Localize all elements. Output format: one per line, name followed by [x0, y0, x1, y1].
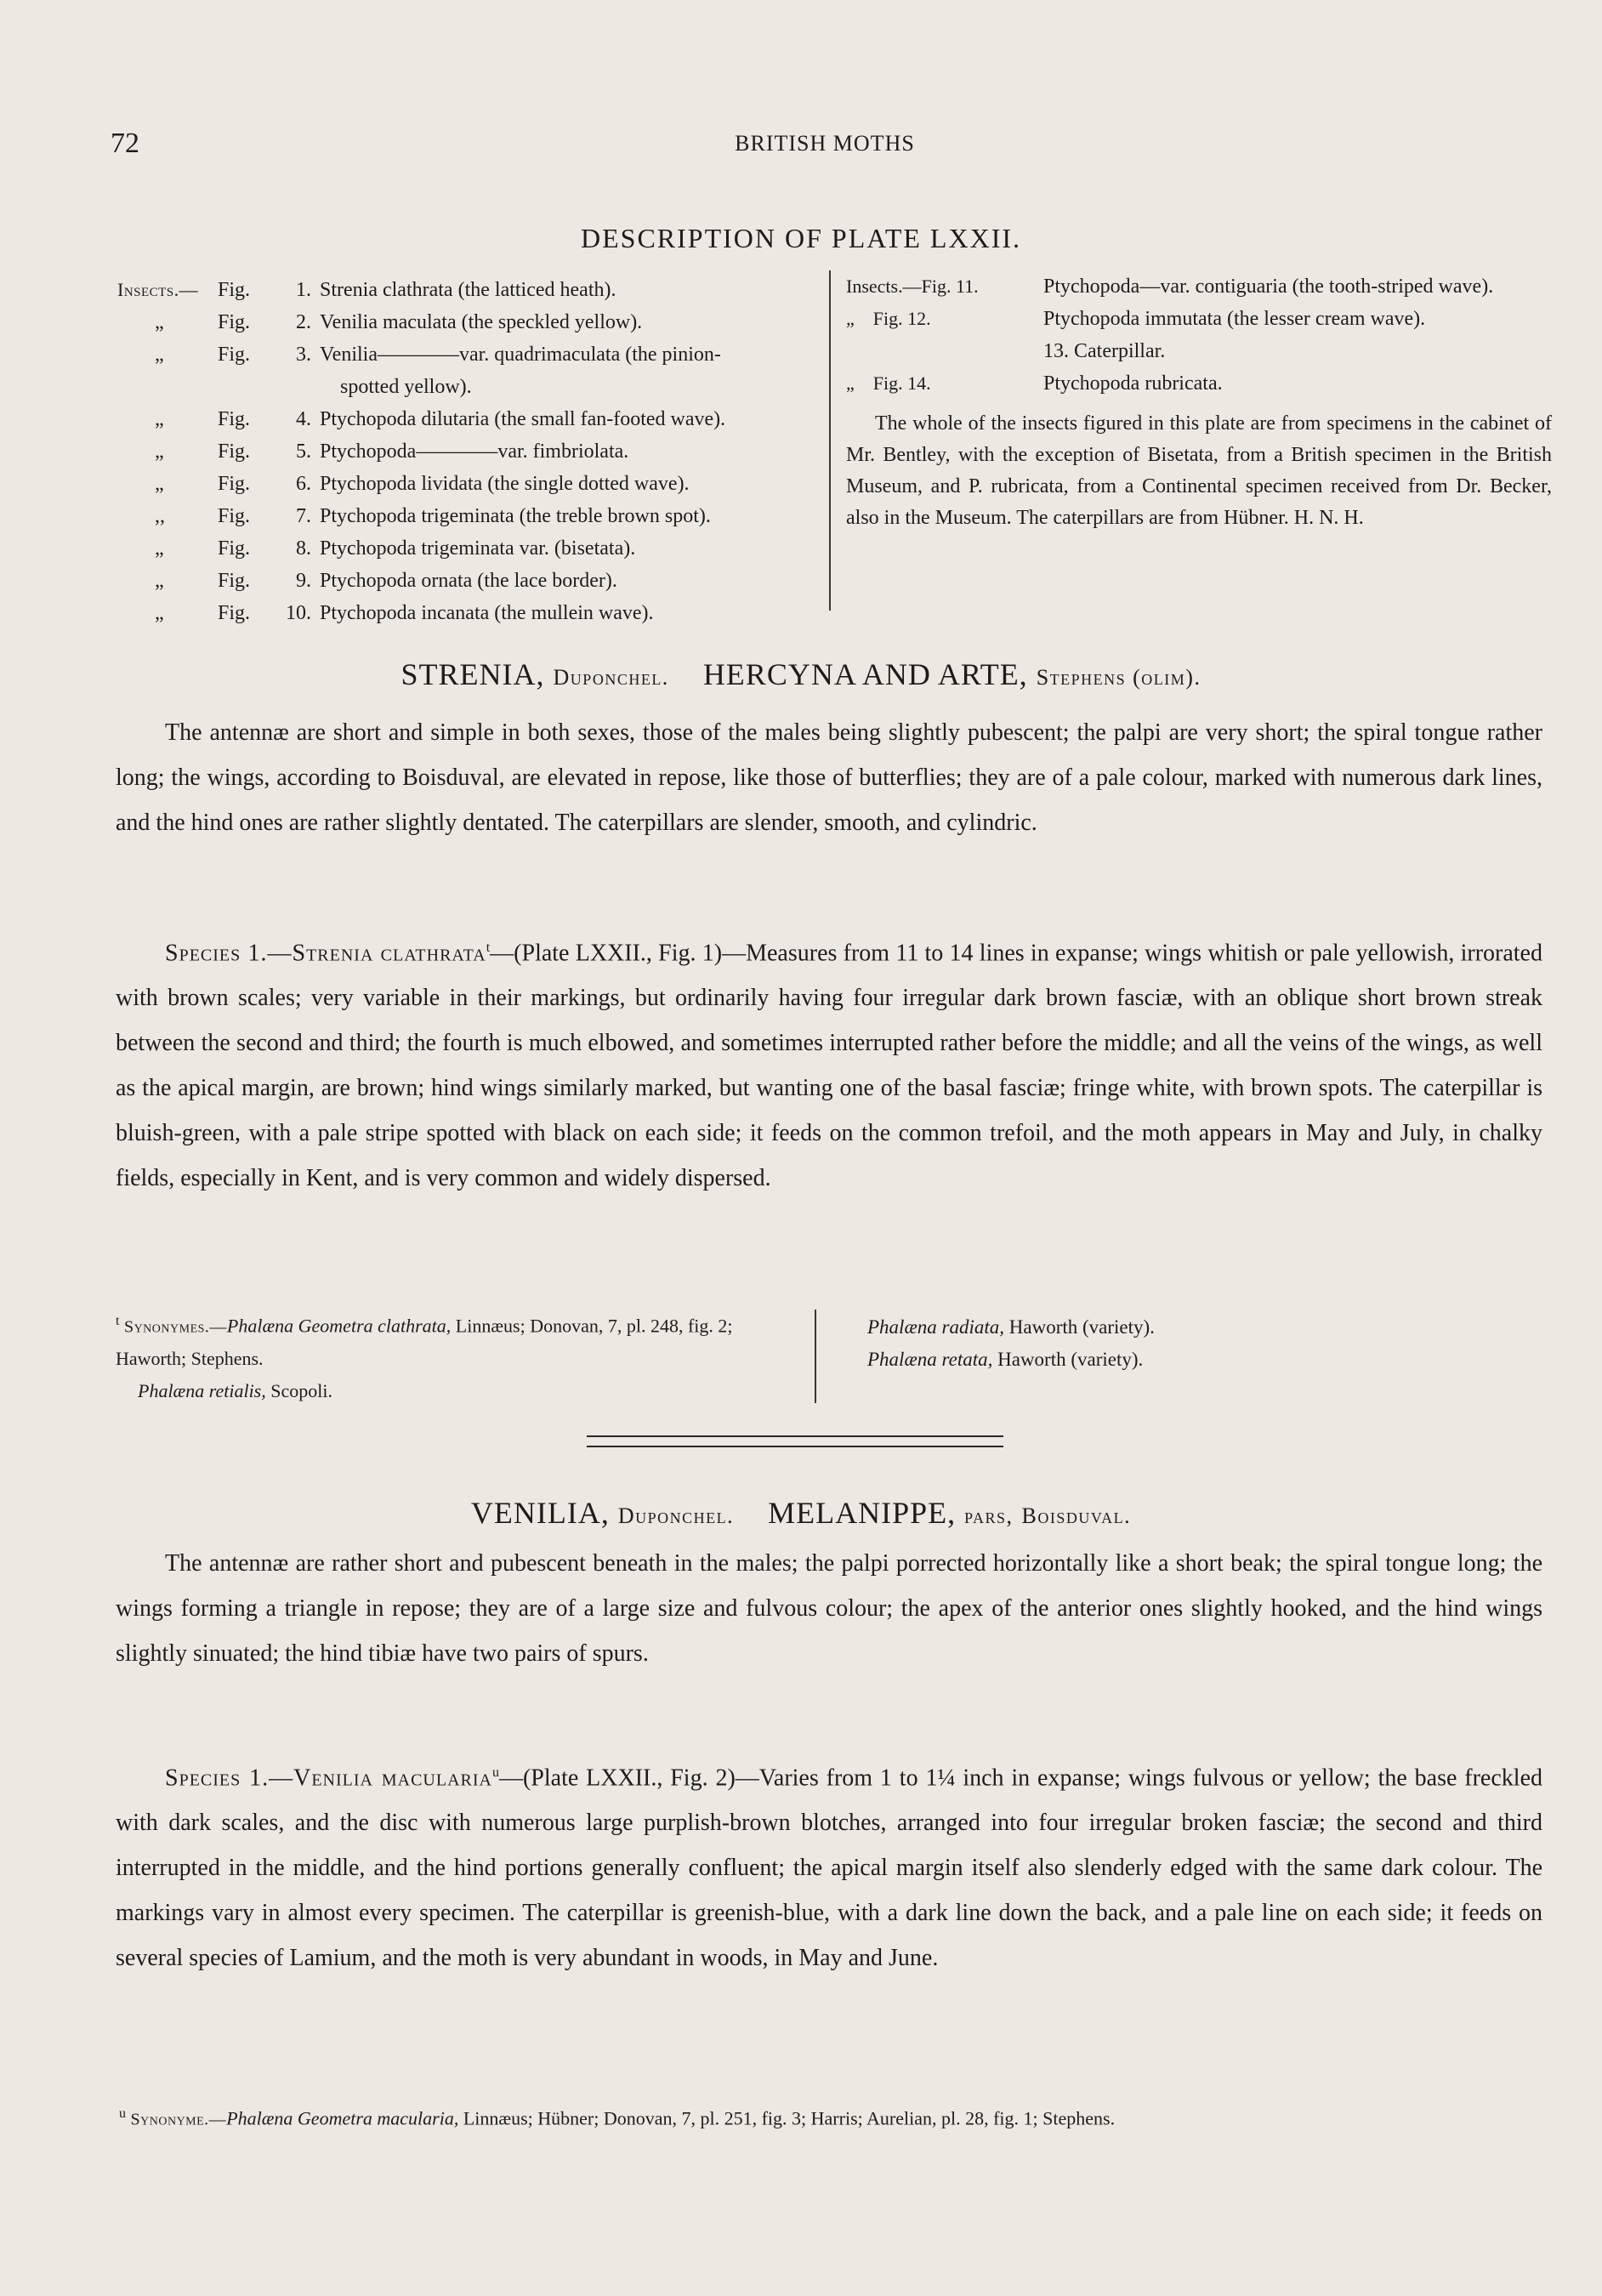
fig-number: 10. [286, 602, 311, 624]
venilia-genus-heading [0, 1495, 1602, 1531]
plate-figure-item [117, 500, 815, 532]
genus-author: Duponchel. [617, 1503, 735, 1528]
figure-caption: Ptychopoda incanata (the mullein wave). [320, 602, 654, 624]
strenia-synonyms-right [867, 1311, 1514, 1376]
ditto-mark: „ [155, 344, 164, 366]
species-text: —(Plate LXXII., Fig. 1)—Measures from 11 to 14 lines in expanse; wings whitish or pale yellowish, irrorated with brown scales; very variable in their markings, but ordinarily having four irregular dark brown fasciæ, with an oblique short brown streak between the second and third; the fourth is much elbowed, and sometimes interrupted rather before the middle; and all the veins of the wings, as well as the apical margin, are brown; hind wings similarly marked, but wanting one of the basal fasciæ; fringe white, with brown spots. The caterpillar is bluish-green, with a pale stripe spotted with black on each side; it feeds on the common trefoil, and the moth appears in May and July, in chalky fields, especially in Kent, and is very common and widely dispersed. [116, 940, 1542, 1192]
fig-number: 6. [296, 473, 311, 495]
ditto-mark: ,, [155, 505, 165, 527]
figure-label: Insects.—Fig. 11. [846, 276, 979, 297]
plate-figure-item [117, 338, 815, 371]
figure-caption: Ptychopoda lividata (the single dotted wave). [320, 473, 690, 495]
plate-figure-item [846, 367, 1552, 400]
ditto-mark: „ [155, 602, 164, 624]
venilia-description [116, 1541, 1542, 1676]
plate-figure-item [117, 565, 815, 597]
figure-caption: Ptychopoda trigeminata (the treble brown spot). [320, 505, 711, 527]
genus-name: STRENIA, [400, 657, 545, 691]
fig-number: 7. [296, 505, 311, 527]
figure-caption-continued: spotted yellow). [340, 376, 472, 398]
figure-label [846, 335, 1043, 367]
footnote-mark: u [119, 2106, 126, 2121]
synonym-genus-name: MELANIPPE, [768, 1496, 957, 1530]
venilia-synonym-footnote [119, 2099, 1548, 2134]
figure-label: „ Fig. 14. [846, 372, 931, 394]
footnote-ref: t [486, 941, 491, 955]
synonym-genus-author: Stephens (olim). [1036, 665, 1202, 690]
ditto-mark: „ [155, 537, 164, 560]
plate-figure-item [117, 306, 815, 338]
fig-label: Fig. [218, 408, 251, 430]
genus-description-text: The antennæ are rather short and pubescent beneath in the males; the palpi porrected horizontally like a short beak; the spiral tongue long; the wings forming a triangle in repose; they are of a large size and fulvous colour; the apex of the anterior ones slightly hooked, and the hind wings slightly sinuated; the hind tibiæ have two pairs of spurs. [116, 1550, 1542, 1667]
fig-label: Fig. [218, 279, 251, 301]
genus-description-text: The antennæ are short and simple in both sexes, those of the males being slightly pubescent; the palpi are very short; the spiral tongue rather long; the wings, according to Boisduval, are elevated in repose, like those of butterflies; they are of a pale colour, marked with numerous dark lines, and the hind ones are rather slightly dentated. The caterpillars are slender, smooth, and cylindric. [116, 719, 1542, 836]
fig-label: Fig. [218, 537, 251, 560]
plate-note: The whole of the insects figured in this plate are from specimens in the cabinet of Mr. Bentley, with the exception of Bisetata, from a British specimen in the British Museum, and P. rubricata, from a Continental specimen received from Dr. Becker, also in the Museum. The caterpillars are from Hübner. H. N. H. [846, 412, 1552, 529]
species-heading: Species 1.—Venilia macularia [165, 1765, 492, 1792]
species-entry [116, 1750, 1542, 1981]
synonym-line [116, 1305, 804, 1375]
insects-label: Insects.— [117, 279, 199, 300]
synonym-source: Haworth (variety). [1008, 1316, 1155, 1338]
synonym-name: Phalæna Geometra macularia, [226, 2107, 459, 2129]
synonyms-label: Synonymes.— [123, 1317, 227, 1337]
fig-number: 1. [296, 279, 311, 301]
venilia-species-1 [116, 1750, 1542, 1981]
section-separator [587, 1435, 1003, 1447]
figure-caption: 13. Caterpillar. [1043, 340, 1166, 362]
strenia-genus-heading [0, 656, 1602, 692]
pars-word: pars, [964, 1503, 1014, 1528]
figure-caption: Ptychopoda ornata (the lace border). [320, 570, 617, 592]
synonym-source: Linnæus; Hübner; Donovan, 7, pl. 251, fig. 3; Harris; Aurelian, pl. 28, fig. 1; Stephens. [463, 2107, 1116, 2129]
column-divider [829, 270, 831, 611]
fig-number: 9. [296, 570, 311, 592]
synonym-source: Linnæus; Donovan, 7, pl. 248, fig. 2; Haworth; Stephens. [116, 1315, 733, 1370]
plate-figure-item [846, 335, 1552, 367]
strenia-synonyms-left [116, 1305, 804, 1407]
figure-caption: Venilia maculata (the speckled yellow). [320, 311, 643, 333]
fig-label: Fig. [218, 570, 251, 592]
synonym-line [867, 1344, 1514, 1376]
plate-figure-item [117, 597, 815, 629]
ditto-mark: „ [155, 570, 164, 592]
figure-caption: Ptychopoda dilutaria (the small fan-footed wave). [320, 408, 726, 430]
figure-label: „ Fig. 12. [846, 308, 931, 329]
plate-figure-item [117, 274, 815, 306]
plate-figure-item [846, 303, 1552, 335]
species-entry [116, 925, 1542, 1201]
fig-label: Fig. [218, 440, 251, 463]
genus-name: VENILIA, [470, 1496, 610, 1530]
plate-figure-item [117, 532, 815, 565]
fig-label: Fig. [218, 473, 251, 495]
ditto-mark: „ [155, 311, 164, 333]
plate-figure-list-left [117, 274, 815, 629]
figure-caption: Ptychopoda rubricata. [1043, 372, 1223, 395]
synonym-line [116, 1375, 804, 1407]
figure-caption: Ptychopoda—var. contiguaria (the tooth-striped wave). [1043, 276, 1494, 298]
synonym-genus-author: Boisduval. [1021, 1503, 1132, 1528]
footnote-mark: t [116, 1314, 120, 1328]
synonym-label: Synonyme.— [130, 2110, 227, 2129]
plate-description-title: DESCRIPTION OF PLATE LXXII. [581, 223, 1021, 253]
plate-figure-item [117, 468, 815, 500]
figure-caption: Strenia clathrata (the latticed heath). [320, 279, 616, 301]
strenia-description [116, 710, 1542, 845]
plate-figure-list-right [846, 270, 1552, 554]
plate-figure-item [846, 270, 1552, 303]
fig-label: Fig. [218, 505, 251, 527]
plate-figure-item [117, 435, 815, 468]
synonym-name: Phalæna Geometra clathrata, [226, 1315, 452, 1337]
synonym-source: Scopoli. [270, 1380, 332, 1402]
synonym-divider [815, 1310, 816, 1403]
figure-caption: Ptychopoda trigeminata var. (bisetata). [320, 537, 636, 560]
fig-number: 3. [296, 344, 311, 366]
fig-number: 2. [296, 311, 311, 333]
species-heading: Species 1.—Strenia clathrata [165, 940, 486, 967]
running-title: BRITISH MOTHS [735, 131, 915, 156]
ditto-mark: „ [155, 473, 164, 495]
plate-figure-item [117, 371, 815, 403]
ditto-mark: „ [155, 440, 164, 463]
synonym-name: Phalæna retata, [867, 1349, 993, 1370]
fig-label: Fig. [218, 602, 251, 624]
synonym-name: Phalæna radiata, [867, 1316, 1005, 1338]
synonym-genus-name: HERCYNA AND ARTE, [702, 657, 1028, 691]
synonym-source: Haworth (variety). [997, 1349, 1144, 1370]
synonym-name: Phalæna retialis, [138, 1380, 266, 1402]
fig-number: 4. [296, 408, 311, 430]
page-header [111, 128, 1539, 170]
strenia-species-1 [116, 925, 1542, 1201]
species-text: —(Plate LXXII., Fig. 2)—Varies from 1 to 1¼ inch in expanse; wings fulvous or yellow; the base freckled with dark scales, and the disc with numerous large purplish-brown blotches, arranged into four irregular broken fasciæ; the second and third interrupted in the middle, and the hind portions generally confluent; the apical margin itself also slenderly edged with the same dark colour. The markings vary in almost every specimen. The caterpillar is greenish-blue, with a dark line down the back, and a pale line on each side; it feeds on several species of Lamium, and the moth is very abundant in woods, in May and June. [116, 1765, 1542, 1972]
page-number: 72 [111, 128, 139, 159]
fig-label: Fig. [218, 344, 251, 366]
fig-number: 8. [296, 537, 311, 560]
synonym-line [867, 1311, 1514, 1344]
fig-number: 5. [296, 440, 311, 463]
plate-figure-item [117, 403, 815, 435]
ditto-mark: „ [155, 408, 164, 430]
figure-caption: Ptychopoda immutata (the lesser cream wave). [1043, 308, 1426, 330]
figure-caption: Ptychopoda————var. fimbriolata. [320, 440, 629, 463]
figure-caption: Venilia————var. quadrimaculata (the pinion- [320, 344, 721, 366]
footnote-ref: u [491, 1765, 499, 1780]
genus-author: Duponchel. [553, 665, 669, 690]
plate-right-rows [846, 270, 1552, 400]
fig-label: Fig. [218, 311, 251, 333]
